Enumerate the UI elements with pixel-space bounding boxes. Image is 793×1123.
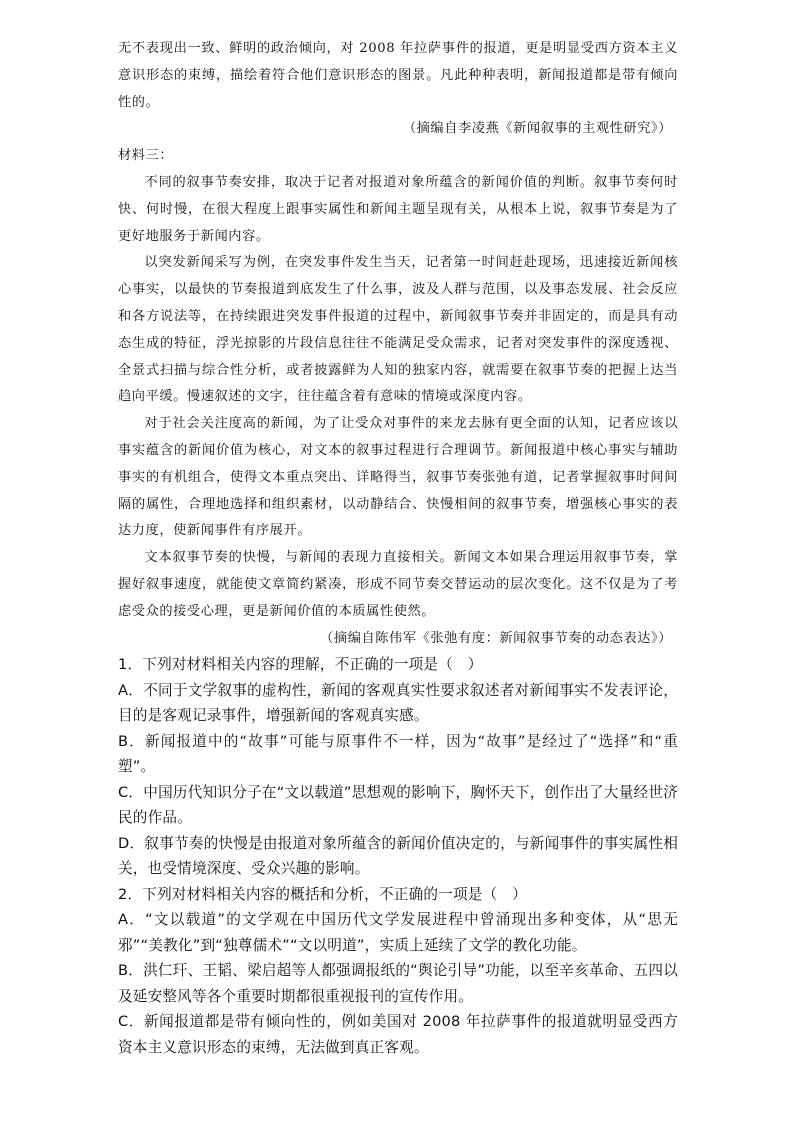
question-2-option-c: C．新闻报道都是带有倾向性的，例如美国对 2008 年拉萨事件的报道就明显受西方资本主义意识形态的束缚，无法做到真正客观。 xyxy=(118,1013,678,1056)
material3-paragraph-2: 以突发新闻采写为例，在突发事件发生当天，记者第一时间赶赴现场，迅速接近新闻核心事实，以最快的节奏报道到底发生了什么事，波及人群与范围，以及事态发展、社会反应和各方说法等，在持续跟进突发事件报道的过程中，新闻叙事节奏并非固定的，而是具有动态生成的特征，浮光掠影的片段信息往往不能满足受众需求，记者对突发事件的深度透视、全景式扫描与综合性分析，或者披露鲜为人知的独家内容，就需要在叙事节奏的把握上达当趋向平缓。慢速叙述的文字，往往蕴含着有意味的情境或深度内容。 xyxy=(118,255,678,405)
material3-paragraph-4: 文本叙事节奏的快慢，与新闻的表现力直接相关。新闻文本如果合理运用叙事节奏，掌握好叙事速度，就能使文章简约紧凑，形成不同节奏交替运动的层次变化。这不仅是为了考虑受众的接受心理，更是新闻价值的本质属性使然。 xyxy=(118,550,678,619)
question-2-option-b: B．洪仁玕、王韬、梁启超等人都强调报纸的“舆论引导”功能，以至辛亥革命、五四以及延安整风等各个重要时期都很重视报刊的宣传作用。 xyxy=(118,962,678,1005)
source-citation-3: （摘编自陈伟军《张弛有度：新闻叙事节奏的动态表达》） xyxy=(320,630,672,646)
material3-label: 材料三： xyxy=(118,148,174,164)
material2-tail-paragraph: 无不表现出一致、鲜明的政治倾向，对 2008 年拉萨事件的报道，更是明显受西方资本主义意识形态的束缚，描绘着符合他们意识形态的图景。凡此种种表明，新闻报道都是带有倾向性的。 xyxy=(118,41,678,110)
question-1-option-d: D．叙事节奏的快慢是由报道对象所蕴含的新闻价值决定的，与新闻事件的事实属性相关，也受情境深度、受众兴趣的影响。 xyxy=(118,834,678,878)
document-page xyxy=(118,36,678,1060)
material3-paragraph-1: 不同的叙事节奏安排，取决于记者对报道对象所蕴含的新闻价值的判断。叙事节奏何时快、何时慢，在很大程度上跟事实属性和新闻主题呈现有关，从根本上说，叙事节奏是为了更好地服务于新闻内容。 xyxy=(118,174,678,244)
question-1-option-a: A．不同于文学叙事的虚构性，新闻的客观真实性要求叙述者对新闻事实不发表评论，目的是客观记录事件，增强新闻的客观真实感。 xyxy=(118,681,678,725)
question-2-stem: 2．下列对材料相关内容的概括和分析，不正确的一项是（ ） xyxy=(118,885,527,903)
question-2-option-a: A．“文以载道”的文学观在中国历代文学发展进程中曾涌现出多种变体，从“思无邪”“美教化”到“独尊儒术”“文以明道”，实质上延续了文学的教化功能。 xyxy=(118,911,678,954)
question-1-option-c: C．中国历代知识分子在“文以载道”思想观的影响下，胸怀天下，创作出了大量经世济民的作品。 xyxy=(118,783,678,827)
question-1-stem: 1．下列对材料相关内容的理解，不正确的一项是（ ） xyxy=(118,656,483,674)
question-1-option-b: B．新闻报道中的“故事”可能与原事件不一样，因为“故事”是经过了“选择”和“重塑”。 xyxy=(118,732,678,776)
material3-paragraph-3: 对于社会关注度高的新闻，为了让受众对事件的来龙去脉有更全面的认知，记者应该以事实蕴含的新闻价值为核心，对文本的叙事过程进行合理调节。新闻报道中核心事实与辅助事实的有机组合，使得文本重点突出、详略得当，叙事节奏张弛有道，记者掌握叙事时间间隔的属性，合理地选择和组织素材，以动静结合、快慢相间的叙事节奏，增强核心事实的表达力度，使新闻事件有序展开。 xyxy=(118,416,678,539)
source-citation-2: （摘编自李凌燕《新闻叙事的主观性研究》） xyxy=(402,121,672,137)
